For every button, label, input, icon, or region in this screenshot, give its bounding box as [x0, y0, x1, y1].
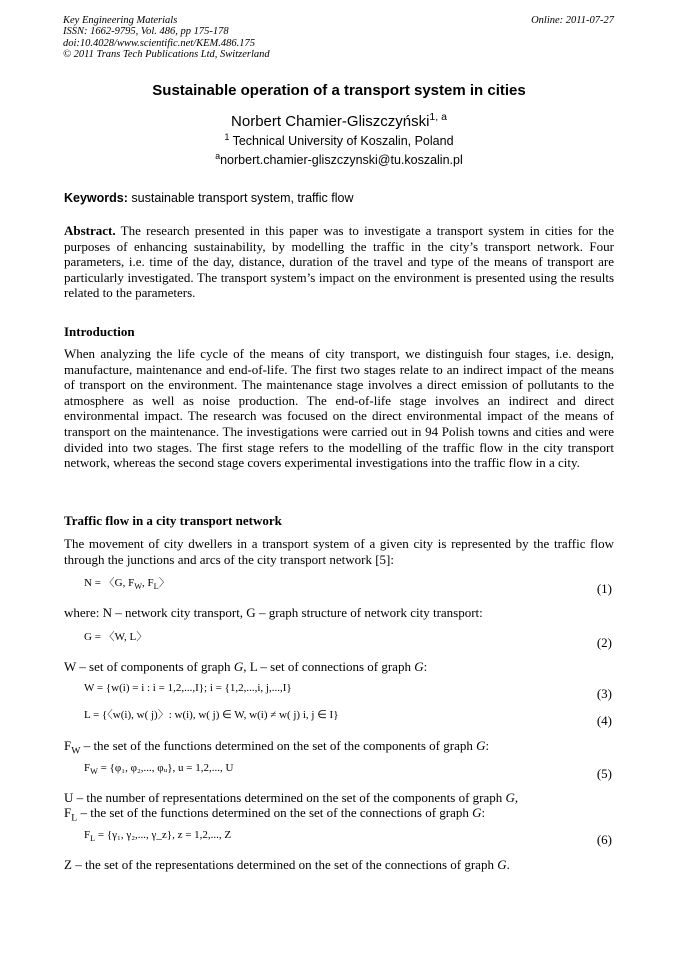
z-definition [64, 857, 510, 872]
equation-2: G = 〈W, L〉 [84, 631, 148, 643]
traffic-heading: Traffic flow in a city transport network [64, 513, 282, 528]
email[interactable]: norbert.chamier-gliszczynski@tu.koszalin.pl [220, 153, 463, 167]
equation-2-number: (2) [596, 635, 612, 650]
keywords-label: Keywords: [64, 191, 128, 205]
author-name: Norbert Chamier-Gliszczyński [231, 113, 430, 130]
fw-text: – the set of the functions determined on the set of the components of graph [80, 738, 477, 753]
equation-1-number: (1) [596, 581, 612, 596]
doi-line: doi:10.4028/www.scientific.net/KEM.486.175 [63, 38, 255, 49]
traffic-intro: The movement of city dwellers in a transport system of a given city is represented by the traffic flow through the junctions and arcs of the city transport network [5]: [64, 536, 614, 567]
fl-colon: : [481, 805, 486, 820]
paper-title: Sustainable operation of a transport system in cities [152, 82, 526, 99]
equation-3-number: (3) [596, 686, 612, 701]
fw-graph: G [476, 738, 486, 753]
eq6-symbol: F [84, 829, 91, 841]
introduction-heading: Introduction [64, 324, 135, 339]
affiliation-line [0, 131, 678, 148]
eq6-sub: L [90, 834, 96, 844]
introduction-text: When analyzing the life cycle of the means of city transport, we distinguish four stages, i.e. design, manufacture, maintenance and end-of-life. The first two stages relate to an indirect impact of the means of transport on the environment. The maintenance stage involves a direct emission of pollutants to the atmosphere as well as noise production. The end-of-life stage involves an indirect and direct environmental impact. The research was focused on the direct environmental impact of the means of transport on the maintenance. The investigations were carried out in 94 Polish towns and cities and were divided into two stages. The first stage refers to the modelling of the traffic flow in the city transport network, whereas the second stage covers experimental investigations into the traffic flow in a city. [64, 346, 614, 471]
fl-symbol: F [64, 805, 72, 820]
equation-1 [84, 576, 170, 590]
where-2 [64, 659, 427, 674]
online-date: Online: 2011-07-27 [531, 15, 614, 26]
z-graph: G [497, 857, 507, 872]
equation-6 [84, 828, 231, 842]
equation-5-number: (5) [596, 766, 612, 781]
affiliation: Technical University of Koszalin, Poland [232, 134, 454, 148]
email-sup: a [215, 150, 221, 161]
z-text: Z – the set of the representations determined on the set of the connections of graph [64, 857, 498, 872]
eq5-body: = {φ₁, φ₂,..., φᵤ}, u = 1,2,..., U [97, 762, 234, 774]
issn-line: ISSN: 1662-9795, Vol. 486, pp 175-178 [63, 26, 229, 37]
author-sup: 1, a [429, 111, 447, 123]
affiliation-sup: 1 [224, 131, 230, 142]
equation-4: L = {〈w(i), w( j)〉: w(i), w( j) ∈ W, w(i) ≠ w( j) i, j ∈ I} [84, 709, 339, 721]
u-text: U – the number of representations determined on the set of the components of graph [64, 790, 506, 805]
eq5-sub: W [90, 767, 98, 777]
fw-colon: : [485, 738, 490, 753]
where2-text-a: W – set of components of graph [64, 659, 234, 674]
keywords [64, 191, 353, 205]
copyright-line: © 2011 Trans Tech Publications Ltd, Switzerland [63, 49, 270, 60]
where-1: where: N – network city transport, G – graph structure of network city transport: [64, 605, 483, 620]
equation-6-number: (6) [596, 832, 612, 847]
eq6-body: = {γ₁, γ₂,..., γ_z}, z = 1,2,..., Z [95, 829, 232, 841]
eq5-symbol: F [84, 762, 91, 774]
fl-text: – the set of the functions determined on the set of the connections of graph [77, 805, 473, 820]
fl-sub: L [71, 812, 78, 824]
where2-text-b: , L – set of connections of graph [243, 659, 415, 674]
fw-definition [64, 738, 490, 757]
eq1-part-a: N = 〈G, F [84, 577, 135, 589]
u-definition [64, 790, 518, 805]
fl-graph: G [472, 805, 482, 820]
equation-3: W = {w(i) = i : i = 1,2,...,I}; i = {1,2,...,i, j,...,I} [84, 682, 292, 694]
z-period: . [506, 857, 510, 872]
keywords-text: sustainable transport system, traffic flow [131, 191, 354, 205]
email-line [0, 150, 678, 167]
u-comma: , [514, 790, 519, 805]
eq1-sub-l: L [153, 582, 159, 592]
fw-sub: W [71, 745, 81, 757]
eq1-part-c: 〉 [158, 577, 170, 589]
where2-text-c: : [423, 659, 428, 674]
journal-name: Key Engineering Materials [63, 15, 178, 26]
fw-symbol: F [64, 738, 72, 753]
abstract-text: The research presented in this paper was to investigate a transport system in cities for the purposes of enhancing sustainability, by modelling the traffic in the city’s transport network. Four parameters, i.e. time of the day, distance, duration of the travel and type of the means of transport are particularly investigated. The transport system’s impact on the environment is presented using the results related to the parameters. [64, 223, 614, 301]
fl-definition [64, 805, 486, 824]
abstract-label: Abstract. [64, 223, 116, 238]
author-line [0, 113, 678, 130]
abstract [64, 223, 614, 301]
eq1-part-b: , F [142, 577, 154, 589]
eq1-sub-w: W [134, 582, 143, 592]
where2-graph-a: G [233, 659, 244, 674]
equation-4-number: (4) [596, 713, 612, 728]
u-graph: G [505, 790, 515, 805]
equation-5 [84, 761, 233, 775]
where2-graph-b: G [414, 659, 424, 674]
